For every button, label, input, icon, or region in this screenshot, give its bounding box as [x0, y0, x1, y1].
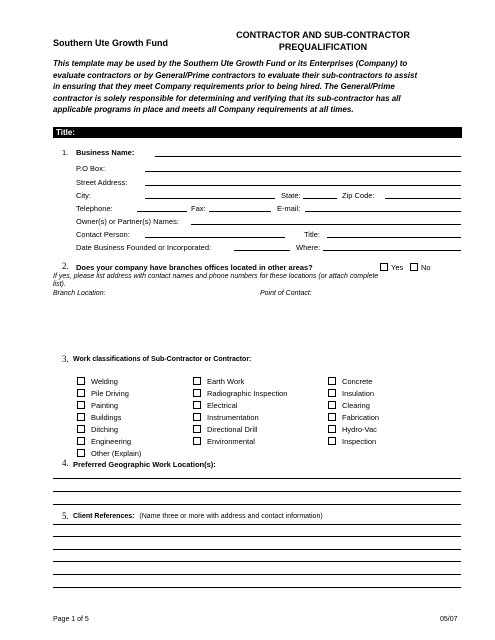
q2-note-line2: list). [53, 281, 66, 288]
q5-answer-line[interactable] [53, 561, 461, 562]
q5-answer-line[interactable] [53, 574, 461, 575]
owners-label: Owner(s) or Partner(s) Names: [76, 217, 179, 226]
owners-field[interactable] [191, 224, 461, 225]
work-class-label: Insulation [342, 389, 375, 398]
q4-question: Preferred Geographic Work Location(s): [73, 460, 216, 469]
intro-line: applicable programs in place and meets all Company requirements at all times. [53, 105, 354, 115]
q5-answer-line[interactable] [53, 549, 461, 550]
welding-checkbox[interactable] [77, 377, 85, 385]
painting-checkbox[interactable] [77, 401, 85, 409]
yes-checkbox[interactable] [380, 263, 388, 271]
q1-number: 1. [62, 148, 69, 157]
intro-line: This template may be used by the Southern Ute Growth Fund or its Enterprises (Company) to [53, 59, 408, 68]
no-checkbox[interactable] [410, 263, 418, 271]
yes-label: Yes [391, 263, 404, 272]
title-field[interactable] [327, 237, 461, 238]
pile-driving-checkbox[interactable] [77, 389, 85, 397]
city-field[interactable] [145, 198, 275, 199]
work-class-label: Inspection [342, 437, 377, 446]
point-of-contact-label: Point of Contact: [260, 290, 312, 297]
state-field[interactable] [303, 198, 337, 199]
work-class-label: Welding [91, 377, 118, 386]
work-class-label: Fabrication [342, 413, 380, 422]
telephone-label: Telephone: [76, 204, 113, 213]
business-name-label: Business Name: [76, 148, 135, 157]
po-box-label: P.O Box: [76, 164, 106, 173]
earth-work-checkbox[interactable] [193, 377, 201, 385]
concrete-checkbox[interactable] [328, 377, 336, 385]
intro-line: in ensuring that they meet Company requirements prior to being hired. The General/Prime [53, 82, 395, 92]
directional-drill-checkbox[interactable] [193, 425, 201, 433]
business-name-field[interactable] [155, 156, 461, 157]
street-address-field[interactable] [145, 185, 461, 186]
street-address-label: Street Address: [76, 178, 128, 187]
no-label: No [421, 263, 431, 272]
engineering-checkbox[interactable] [77, 437, 85, 445]
insulation-checkbox[interactable] [328, 389, 336, 397]
q2-note-line1: If yes, please list address with contact names and phone numbers for these locations (or attach complete [53, 273, 379, 280]
work-class-label: Instrumentation [207, 413, 259, 422]
intro-line: evaluate contractors or by General/Prime contractors to evaluate their sub-contractors to assist [53, 70, 418, 80]
work-class-label: Concrete [342, 377, 373, 386]
q2-number: 2. [62, 261, 69, 271]
instrumentation-checkbox[interactable] [193, 413, 201, 421]
environmental-checkbox[interactable] [193, 437, 201, 445]
intro-paragraph [53, 58, 463, 116]
work-class-label: Hydro-Vac [342, 425, 377, 434]
work-class-label: Engineering [91, 437, 132, 446]
date-founded-field[interactable] [234, 250, 290, 251]
q4-answer-line[interactable] [53, 491, 461, 492]
q2-question: Does your company have branches offices located in other areas? [76, 263, 313, 272]
q4-number: 4. [62, 458, 69, 468]
telephone-field[interactable] [137, 211, 187, 212]
form-title-line2: PREQUALIFICATION [278, 42, 368, 52]
section-a-title: Title: [56, 128, 75, 137]
q3-number: 3. [62, 354, 69, 364]
work-class-label: Radiographic Inspection [207, 389, 288, 398]
q4-answer-line[interactable] [53, 478, 461, 479]
city-label: City: [76, 191, 91, 200]
q5-answer-line[interactable] [53, 524, 461, 525]
company-name: Southern Ute Growth Fund [53, 38, 168, 48]
date-founded-label: Date Business Founded or Incorporated: [76, 243, 212, 252]
work-class-label: Clearing [342, 401, 370, 410]
work-class-label: Buildings [91, 413, 122, 422]
branch-location-label: Branch Location: [53, 290, 106, 297]
q5-answer-line[interactable] [53, 587, 461, 588]
work-class-label: Painting [91, 401, 119, 410]
work-class-label: Electrical [207, 401, 238, 410]
work-class-label: Earth Work [207, 377, 245, 386]
zip-code-label: Zip Code: [342, 191, 375, 200]
section-a-header [53, 127, 462, 138]
q5-question [73, 513, 323, 520]
q4-answer-line[interactable] [53, 504, 461, 505]
title-label: Title: [304, 230, 320, 239]
email-field[interactable] [305, 211, 461, 212]
where-label: Where: [296, 243, 321, 252]
radiographic-inspection-checkbox[interactable] [193, 389, 201, 397]
po-box-field[interactable] [145, 171, 461, 172]
q5-label: Client References: [73, 513, 135, 520]
work-class-label: Ditching [91, 425, 119, 434]
q5-note: (Name three or more with address and contact information) [139, 513, 323, 520]
fax-label: Fax: [191, 204, 206, 213]
fabrication-checkbox[interactable] [328, 413, 336, 421]
buildings-checkbox[interactable] [77, 413, 85, 421]
work-class-label: Other (Explain) [91, 449, 142, 458]
q5-number: 5. [62, 511, 69, 521]
work-class-label: Directional Drill [207, 425, 258, 434]
where-field[interactable] [323, 250, 461, 251]
work-class-label: Pile Driving [91, 389, 129, 398]
contact-person-label: Contact Person: [76, 230, 130, 239]
zip-code-field[interactable] [385, 198, 461, 199]
form-title-line1: CONTRACTOR AND SUB-CONTRACTOR [236, 30, 410, 40]
intro-line: contractor is solely responsible for determining and verifying that its sub-contractor has all [53, 93, 401, 103]
q5-answer-line[interactable] [53, 536, 461, 537]
hydro-vac-checkbox[interactable] [328, 425, 336, 433]
ditching-checkbox[interactable] [77, 425, 85, 433]
clearing-checkbox[interactable] [328, 401, 336, 409]
email-label: E-mail: [277, 204, 301, 213]
work-class-label: Environmental [207, 437, 255, 446]
electrical-checkbox[interactable] [193, 401, 201, 409]
q3-question: Work classifications of Sub-Contractor or Contractor: [73, 356, 252, 363]
state-label: State: [281, 191, 301, 200]
page-number: Page 1 of 5 [53, 616, 89, 623]
inspection-checkbox[interactable] [328, 437, 336, 445]
fax-field[interactable] [209, 211, 271, 212]
contact-person-field[interactable] [145, 237, 285, 238]
other-checkbox[interactable] [77, 449, 85, 457]
revision-date: 05/07 [440, 616, 458, 623]
